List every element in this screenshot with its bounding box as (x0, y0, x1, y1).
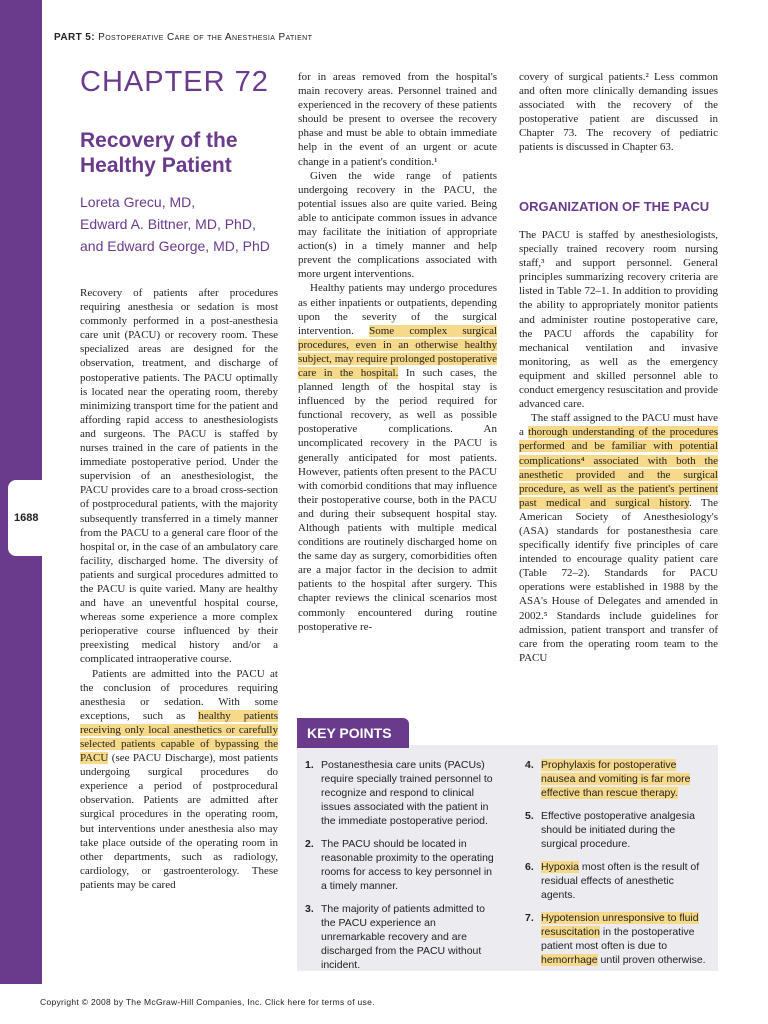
text-run: in the postoperative patient most often is due to (541, 926, 695, 952)
key-point-number: 7. (525, 912, 534, 924)
key-point (305, 837, 495, 893)
text-run: . The American Society of Anesthesiology's (ASA) standards for postanesthesia care specifically identify five principles of care intended to encourage quality patient care (Table 72–2). Standards for PACU operations were established in 1988 by the ASA's House of Delegates and amended in 2002.⁵ Standards include guidelines for admission, patient transport and transfer of care from the operating room team to the PACU (519, 496, 718, 664)
highlighted-text: Prophylaxis for postoperative nausea and vomiting is far more effective than rescue therapy. (541, 759, 691, 799)
key-point (305, 758, 495, 828)
key-point (525, 809, 711, 851)
key-points-right (525, 758, 711, 976)
page-number: 1688 (14, 512, 39, 524)
highlighted-text: hemorrhage (541, 954, 598, 966)
paragraph (298, 169, 497, 282)
key-point (525, 860, 711, 902)
key-point (525, 911, 711, 967)
paragraph (298, 70, 497, 169)
paragraph: covery of surgical patients.² Less common and often more clinically demanding issues associated with the recovery of the postoperative patient are discussed in Chapter 73. The recovery of pediatric patients is discussed in Chapter 63. (519, 71, 718, 154)
highlighted-text: Hypoxia (541, 861, 579, 873)
text-run: for in areas removed from the hospital's main recovery areas. Personnel trained and experienced in the recovery of these patients should be present to oversee the recovery phase and must be able to obtain immediate help in the event of an urgent or acute change in a patient's condition.¹ (298, 71, 497, 168)
key-point-number: 6. (525, 861, 534, 873)
text-run: Patients are admitted into the PACU at the conclusion of procedures requiring anesthesia or sedation. With some exceptions, such as (80, 667, 278, 722)
header-title: Postoperative Care of the Anesthesia Patient (98, 32, 313, 43)
column-3 (519, 228, 718, 665)
paragraph (80, 667, 278, 893)
author-line: Loreta Grecu, MD, (80, 194, 196, 210)
text-run: Postanesthesia care units (PACUs) require specially trained personnel to recognize and respond to clinical issues associated with the patient in the immediate postoperative period. (321, 759, 493, 827)
column-2 (298, 70, 497, 634)
key-points-left (305, 758, 495, 981)
text-run: Recovery of patients after procedures requiring anesthesia or sedation is most commonly performed in a post-anesthesia care unit (PACU) or recovery room. These specialized areas are designed for the observation, treatment, and discharge of postoperative patients. The PACU optimally is located near the operating room, thereby minimizing transport time for the patient and affording rapid access to anesthesiologists and surgeons. The PACU is staffed by nurses trained in the care of patients in the immediate postoperative period. Under the supervision of an anesthesiologist, the PACU provides care to a broad cross-section of postprocedural patients, with the majority subsequently transferred in a timely manner from the PACU to a general care floor of the hospital or, in the case of an ambulatory care facility, discharged home. The diversity of patients and surgical procedures admitted to the PACU is quite varied. Many are healthy and have an uneventful hospital course, whereas some experience a more complex perioperative course influenced by their preexisting medical history and/or a complicated intraoperative course. (80, 287, 278, 666)
highlighted-text: Some complex surgical procedures, even in an otherwise healthy subject, may require prolonged postoperative care in the hospital. (298, 324, 498, 379)
text-run: The PACU should be located in reasonable proximity to the operating rooms for access to key personnel in a timely manner. (321, 838, 494, 892)
authors (80, 191, 290, 257)
text-run: The majority of patients admitted to the PACU experience an unremarkable recovery and are discharged from the PACU without incident. (321, 903, 485, 971)
paragraph (519, 411, 718, 665)
key-point-number: 4. (525, 759, 534, 771)
highlighted-text: healthy patients receiving only local anesthetics or carefully selected patients capable of bypassing the PACU (80, 709, 278, 765)
running-header (54, 32, 312, 43)
text-run: Healthy patients may undergo procedures as either inpatients or outpatients, depending upon the severity of the surgical intervention. (298, 282, 497, 337)
key-point-number: 3. (305, 903, 314, 915)
text-run: Given the wide range of patients undergoing recovery in the PACU, the potential issues also are quite varied. Being able to anticipate common issues in advance may facilitate the initiation of appropriate action(s) in a timely manner and help prevent the complications associated with more urgent interventions. (298, 169, 497, 281)
paragraph (80, 286, 278, 667)
author-line: Edward A. Bittner, MD, PhD, (80, 216, 256, 232)
copyright-footer[interactable]: Copyright © 2008 by The McGraw-Hill Companies, Inc. Click here for terms of use. (40, 997, 375, 1007)
text-run: Effective postoperative analgesia should be initiated during the surgical procedure. (541, 810, 695, 850)
highlighted-text: thorough understanding of the procedures performed and be familiar with potential complications⁴ associated with both the anesthetic provided and the surgical procedure, as well as the patient's pertinent past medical and surgical history (519, 426, 718, 509)
key-point-number: 1. (305, 759, 314, 771)
chapter-title: Recovery of the Healthy Patient (80, 129, 238, 177)
text-run: (see PACU Discharge), most patients undergoing surgical procedures do experience a period of postprocedural observation. Patients are admitted after surgical procedures in the operating room, but interventions under anesthesia also may take place outside of the operating room in other departments, such as radiology, cardiology, or gastroenterology. These patients may be cared (80, 752, 278, 891)
text-run: most often is the result of residual effects of anesthetic agents. (541, 861, 700, 901)
text-run: In such cases, the planned length of the hospital stay is influenced by the period required for functional recovery, as well as possible postoperative complications. An uncomplicated recovery in the PACU is generally anticipated for most patients. However, patients often present to the PACU with comorbid conditions that may influence their postoperative course, both in the PACU and during their subsequent hospital stay. Although patients with multiple medical conditions are routinely discharged home on the same day as surgery, comorbidities often are a major factor in the decision to admit patients to the hospital after surgery. This chapter reviews the clinical scenarios most commonly encountered during routine postoperative re- (298, 366, 497, 633)
key-point (525, 758, 711, 800)
text-run: The staff assigned to the PACU must have a (519, 412, 718, 439)
column-1 (80, 286, 278, 892)
section-heading: ORGANIZATION OF THE PACU (519, 199, 710, 214)
key-point (305, 902, 495, 972)
paragraph (519, 228, 718, 411)
key-point-number: 2. (305, 838, 314, 850)
author-line: and Edward George, MD, PhD (80, 238, 270, 254)
paragraph (298, 281, 497, 633)
key-point-number: 5. (525, 810, 534, 822)
chapter-number: CHAPTER 72 (80, 66, 269, 98)
text-run: until proven otherwise. (597, 954, 706, 966)
key-points-title: KEY POINTS (297, 718, 409, 748)
header-part: PART 5: (54, 32, 95, 43)
text-run: The PACU is staffed by anesthesiologists, specially trained recovery room nursing staff,³ and support personnel. General principles summarizing recovery criteria are listed in Table 72–1. In addition to providing the ability to appropriately monitor patients and administer routine postoperative care, the PACU affords the capability for mechanical ventilation and invasive monitoring, as well as the emergency equipment and skilled personnel able to conduct emergency resuscitation and provide advanced care. (519, 229, 718, 411)
column-3-top (519, 70, 718, 155)
highlighted-text: Hypotension unresponsive to fluid resuscitation (541, 912, 699, 938)
